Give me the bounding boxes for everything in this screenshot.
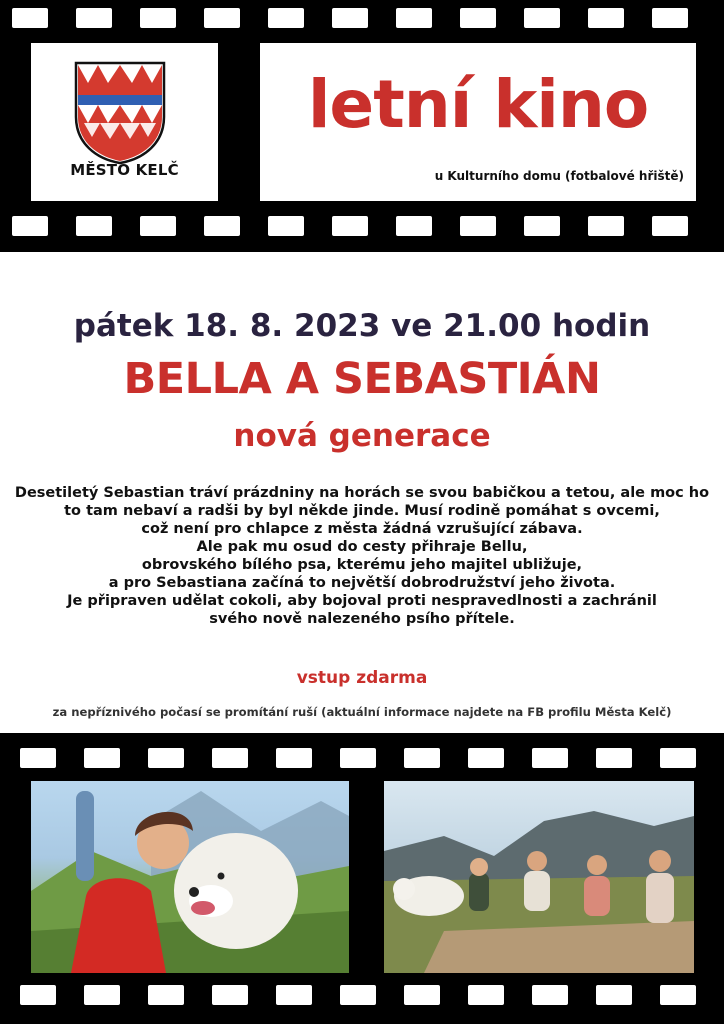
description-line: což není pro chlapce z města žádná vzrušující zábava.	[141, 521, 583, 537]
sprocket-hole	[596, 748, 632, 768]
sprocket-hole	[76, 8, 112, 28]
description-line: obrovského bílého psa, kterému jeho majitel ubližuje,	[141, 557, 583, 573]
movie-still-picnic	[384, 781, 694, 973]
description-line: a pro Sebastiana začíná to největší dobrodružství jeho života.	[108, 575, 616, 591]
town-logo-frame	[31, 43, 218, 201]
sprocket-hole	[148, 985, 184, 1005]
sprocket-hole	[660, 748, 696, 768]
sprocket-hole	[460, 8, 496, 28]
sprocket-hole	[12, 8, 48, 28]
sprocket-hole	[404, 985, 440, 1005]
weather-note: za nepříznivého počasí se promítání ruší (aktuální informace najdete na FB profilu Města Kelč)	[52, 705, 672, 719]
sprocket-hole	[276, 985, 312, 1005]
movie-title: BELLA A SEBASTIÁN	[123, 354, 601, 404]
sprocket-hole	[212, 748, 248, 768]
sprocket-hole	[660, 985, 696, 1005]
sprocket-hole	[652, 8, 688, 28]
sprocket-hole	[276, 748, 312, 768]
sprocket-hole	[20, 985, 56, 1005]
sprocket-hole	[212, 985, 248, 1005]
sprocket-hole	[76, 216, 112, 236]
event-date: pátek 18. 8. 2023 ve 21.00 hodin	[73, 308, 651, 344]
sprocket-hole	[524, 8, 560, 28]
town-crest-icon	[74, 61, 166, 165]
page-title: letní kino	[307, 66, 649, 143]
sprocket-hole	[84, 748, 120, 768]
sprocket-hole	[12, 216, 48, 236]
sprocket-hole	[204, 8, 240, 28]
sprocket-hole	[588, 8, 624, 28]
sprocket-hole	[148, 748, 184, 768]
venue-location: u Kulturního domu (fotbalové hřiště)	[434, 169, 684, 183]
sprocket-hole	[140, 216, 176, 236]
sprocket-hole	[268, 8, 304, 28]
sprocket-hole	[468, 985, 504, 1005]
description-line: svého nově nalezeného psího přítele.	[209, 611, 515, 627]
sprocket-hole	[268, 216, 304, 236]
description-line: Je připraven udělat cokoli, aby bojoval proti nespravedlnosti a zachránil	[67, 593, 657, 609]
movie-still-boy-and-dog	[31, 781, 349, 973]
sprocket-hole	[596, 985, 632, 1005]
title-frame	[260, 43, 696, 201]
sprocket-hole	[524, 216, 560, 236]
description-line: Ale pak mu osud do cesty přihraje Bellu,	[196, 539, 528, 555]
sprocket-hole	[340, 748, 376, 768]
entry-info: vstup zdarma	[296, 668, 428, 688]
sprocket-hole	[532, 748, 568, 768]
sprocket-hole	[20, 748, 56, 768]
town-name: MĚSTO KELČ	[70, 161, 179, 179]
sprocket-hole	[396, 8, 432, 28]
sprocket-hole	[140, 8, 176, 28]
sprocket-hole	[652, 216, 688, 236]
sprocket-hole	[404, 748, 440, 768]
sprocket-hole	[340, 985, 376, 1005]
sprocket-hole	[460, 216, 496, 236]
film-strip-top	[0, 0, 724, 252]
sprocket-hole	[396, 216, 432, 236]
description-line: Desetiletý Sebastian tráví prázdniny na horách se svou babičkou a tetou, ale moc ho	[14, 485, 710, 501]
sprocket-hole	[468, 748, 504, 768]
sprocket-hole	[204, 216, 240, 236]
movie-subtitle: nová generace	[233, 418, 491, 454]
description-line: to tam nebaví a radši by byl někde jinde. Musí rodině pomáhat s ovcemi,	[64, 503, 660, 519]
sprocket-hole	[332, 8, 368, 28]
sprocket-hole	[532, 985, 568, 1005]
sprocket-hole	[588, 216, 624, 236]
sprocket-hole	[332, 216, 368, 236]
sprocket-hole	[84, 985, 120, 1005]
movie-description	[0, 484, 724, 628]
